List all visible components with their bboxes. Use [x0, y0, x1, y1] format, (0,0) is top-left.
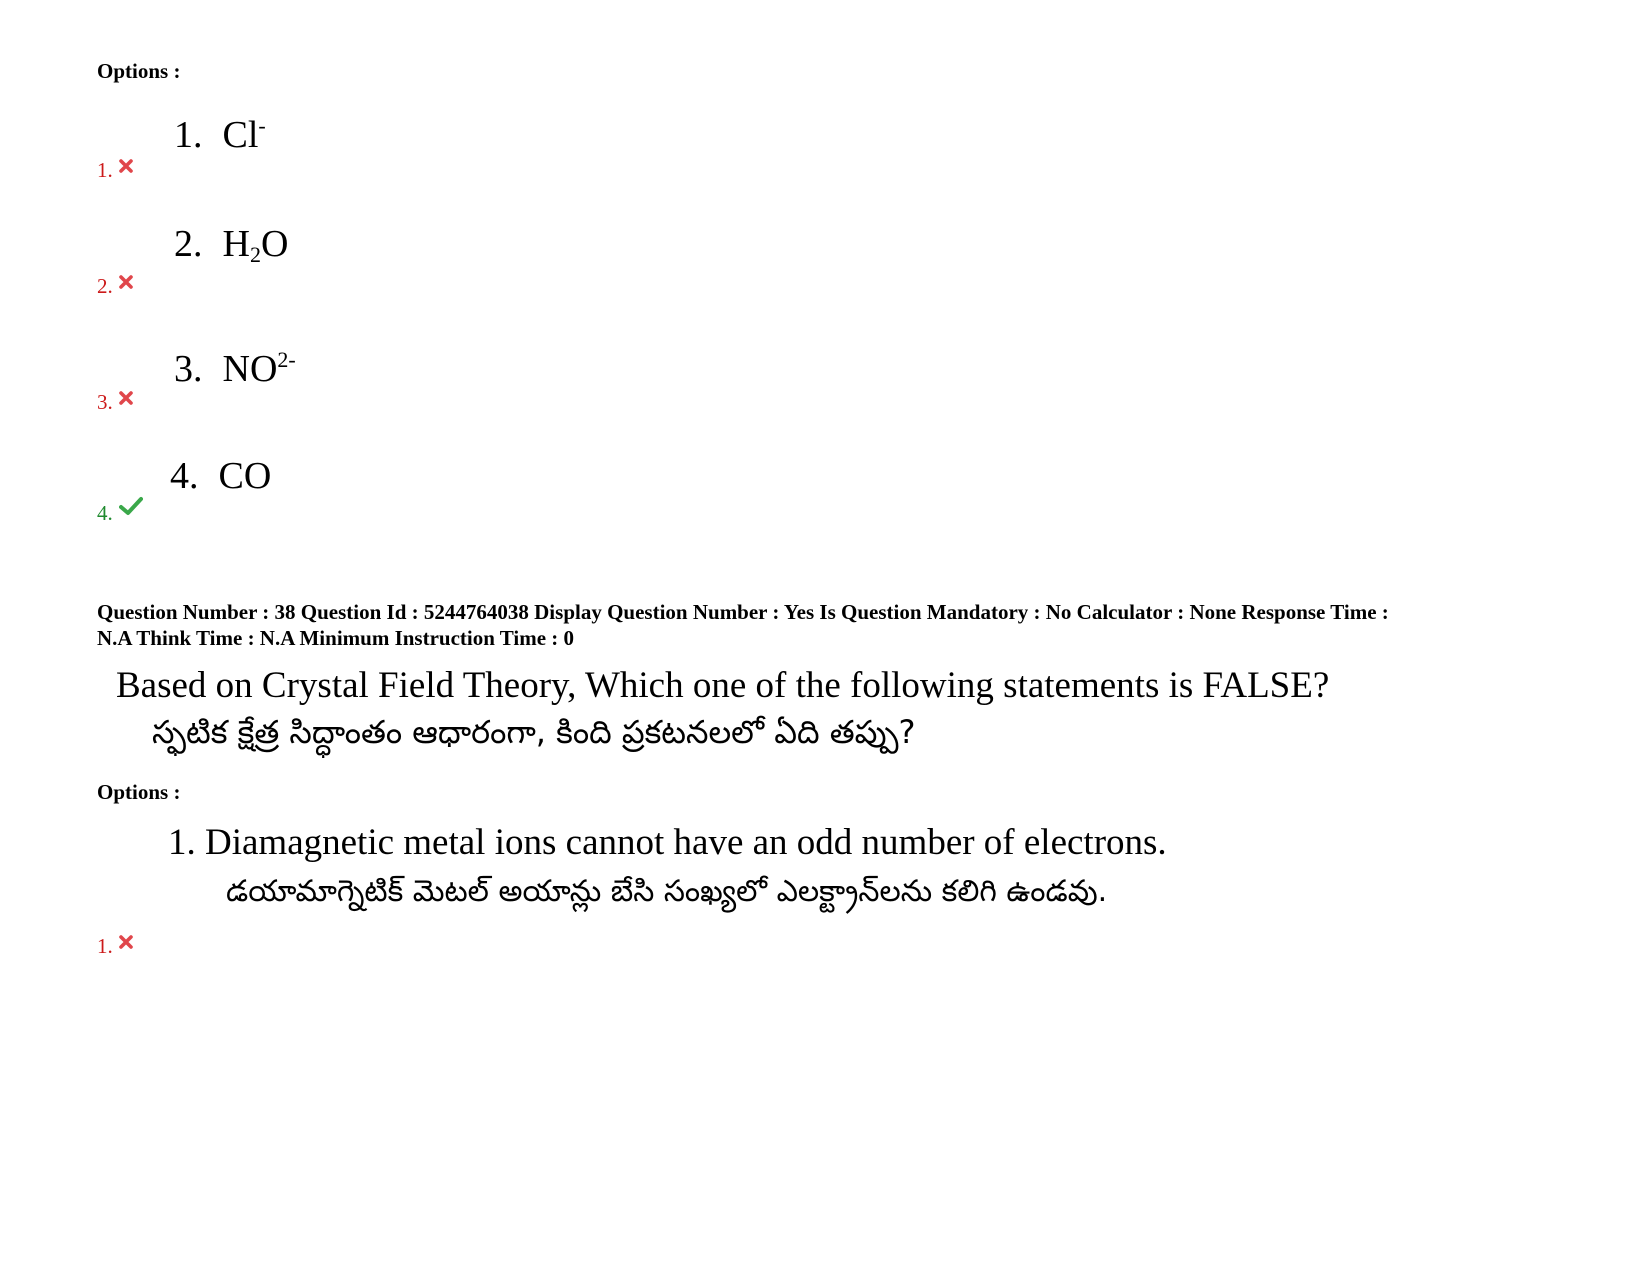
option-formula: Cl [222, 114, 259, 156]
option-formula-superscript: 2- [277, 347, 296, 372]
option-formula: CO [218, 455, 272, 497]
option-image-text [174, 338, 296, 391]
option-text-telugu: డయామాగ్నెటిక్ మెటల్ అయాన్లు బేసి సంఖ్యలో ఎలక్ట్రాన్‌లను కలిగి ఉండవు. [226, 874, 1108, 909]
question-text-english: Based on Crystal Field Theory, Which one of the following statements is FALSE? [116, 665, 1330, 706]
option-mark-number: 1. [97, 158, 113, 182]
option-mark-row [97, 270, 133, 298]
option-mark-row [97, 386, 133, 414]
option-mark-number: 2. [97, 274, 113, 298]
option-mark-number: 3. [97, 390, 113, 414]
option-number: 2. [174, 223, 203, 265]
option-text-english: 1. Diamagnetic metal ions cannot have an odd number of electrons. [168, 822, 1167, 863]
wrong-cross-icon [119, 930, 133, 954]
option-number: 4. [170, 455, 199, 497]
option-formula: NO [222, 348, 278, 390]
wrong-cross-icon [119, 386, 133, 410]
option-formula-tail: O [260, 223, 289, 265]
option-mark-number: 1. [97, 934, 113, 958]
option-mark-row [97, 154, 133, 182]
option-mark-row [97, 930, 133, 958]
option-image-text [174, 222, 288, 277]
option-image-text [174, 104, 266, 157]
option-mark-number: 4. [97, 501, 113, 525]
question-meta-line-2: N.A Think Time : N.A Minimum Instruction Time : 0 [97, 626, 575, 650]
wrong-cross-icon [119, 270, 133, 294]
option-formula: H [222, 223, 250, 265]
option-mark-row [97, 496, 143, 525]
option-number: 1. [174, 114, 203, 156]
options-label: Options : [97, 780, 181, 804]
question-meta-line-1: Question Number : 38 Question Id : 5244764038 Display Question Number : Yes Is Question Mandatory : No Calculator : None Response Time : [97, 600, 1389, 624]
correct-check-icon [119, 496, 143, 521]
options-label: Options : [97, 59, 181, 83]
option-formula-subscript: 2 [249, 242, 261, 267]
option-image-text [170, 454, 271, 498]
option-formula-superscript: - [258, 113, 266, 138]
question-text-telugu: స్ఫటిక క్షేత్ర సిద్ధాంతం ఆధారంగా, కింది ప్రకటనలలో ఏది తప్పు? [152, 713, 916, 751]
option-number: 3. [174, 348, 203, 390]
wrong-cross-icon [119, 154, 133, 178]
